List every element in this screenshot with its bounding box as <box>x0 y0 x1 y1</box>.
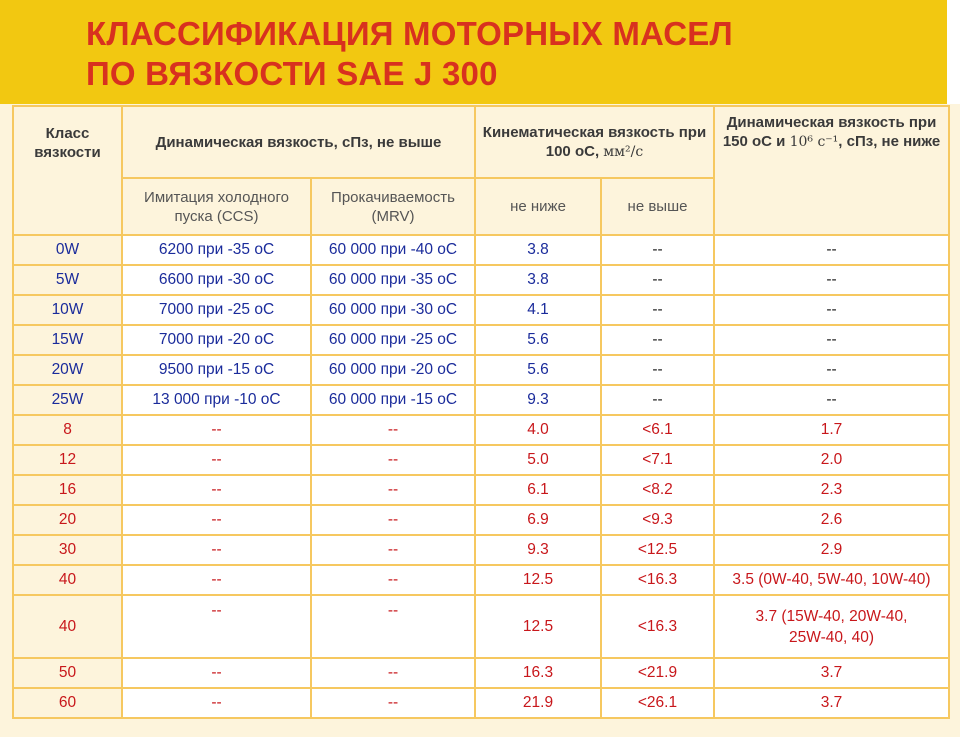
mrv-cell: 60 000 при -35 оС <box>311 265 475 295</box>
kin-min-cell: 3.8 <box>475 265 601 295</box>
ccs-cell: 6200 при -35 оС <box>122 235 311 265</box>
table-row <box>13 565 949 595</box>
kin-min-cell: 12.5 <box>475 565 601 595</box>
table-row <box>13 295 949 325</box>
table-row <box>13 595 949 658</box>
hths-cell: -- <box>714 325 949 355</box>
viscosity-table <box>12 105 950 719</box>
hths-cell: 2.0 <box>714 445 949 475</box>
hths-cell: 3.5 (0W-40, 5W-40, 10W-40) <box>714 565 949 595</box>
header-hths-wrap <box>721 113 943 152</box>
kin-min-cell: 5.6 <box>475 355 601 385</box>
hths-cell: -- <box>714 235 949 265</box>
ccs-cell: -- <box>122 505 311 535</box>
ccs-cell: -- <box>122 565 311 595</box>
page-title <box>86 14 733 94</box>
mrv-cell: -- <box>311 505 475 535</box>
header-dynamic: Динамическая вязкость, сПз, не выше <box>122 106 475 178</box>
mrv-cell: -- <box>311 565 475 595</box>
mrv-cell: -- <box>311 415 475 445</box>
table-row <box>13 475 949 505</box>
kin-min-cell: 16.3 <box>475 658 601 688</box>
kin-min-cell: 3.8 <box>475 235 601 265</box>
header-hths-label-b: , сПз, не ниже <box>838 133 941 150</box>
kin-max-cell: -- <box>601 265 714 295</box>
class-cell: 20 <box>13 505 122 535</box>
hths-cell: 1.7 <box>714 415 949 445</box>
table-row <box>13 505 949 535</box>
mrv-cell: -- <box>311 475 475 505</box>
kin-max-cell: <6.1 <box>601 415 714 445</box>
ccs-cell: -- <box>122 475 311 505</box>
title-line-1: КЛАССИФИКАЦИЯ МОТОРНЫХ МАСЕЛ <box>86 15 733 52</box>
mrv-cell: -- <box>311 595 475 658</box>
kin-max-cell: <26.1 <box>601 688 714 718</box>
kin-max-cell: <8.2 <box>601 475 714 505</box>
kin-max-cell: <16.3 <box>601 595 714 658</box>
ccs-cell: -- <box>122 535 311 565</box>
ccs-cell: 13 000 при -10 оС <box>122 385 311 415</box>
kin-min-cell: 4.0 <box>475 415 601 445</box>
class-cell: 0W <box>13 235 122 265</box>
subheader-mrv-label: Прокачиваемость (MRV) <box>331 188 455 225</box>
hths-cell: -- <box>714 265 949 295</box>
kin-min-cell: 6.1 <box>475 475 601 505</box>
hths-cell: -- <box>714 355 949 385</box>
kin-max-cell: -- <box>601 235 714 265</box>
table-row <box>13 535 949 565</box>
header-hths <box>714 106 949 235</box>
ccs-cell: 6600 при -30 оС <box>122 265 311 295</box>
ccs-cell: -- <box>122 415 311 445</box>
class-cell: 10W <box>13 295 122 325</box>
class-cell: 16 <box>13 475 122 505</box>
hths-cell-text: 3.7 (15W-40, 20W-40, 25W-40, 40) <box>755 607 908 646</box>
ccs-cell: -- <box>122 445 311 475</box>
class-cell: 30 <box>13 535 122 565</box>
hths-cell: 3.7 <box>714 658 949 688</box>
hths-cell <box>714 595 949 658</box>
table-row <box>13 355 949 385</box>
header-class-label: Класс вязкости <box>34 125 101 161</box>
class-cell: 25W <box>13 385 122 415</box>
kin-min-cell: 12.5 <box>475 595 601 658</box>
table-row <box>13 265 949 295</box>
header-row <box>13 106 949 178</box>
hths-cell: 2.6 <box>714 505 949 535</box>
class-cell: 60 <box>13 688 122 718</box>
hths-cell: 2.3 <box>714 475 949 505</box>
mrv-cell: 60 000 при -15 оС <box>311 385 475 415</box>
kin-min-cell: 21.9 <box>475 688 601 718</box>
kin-max-cell: -- <box>601 385 714 415</box>
hths-cell: -- <box>714 295 949 325</box>
mrv-cell: 60 000 при -30 оС <box>311 295 475 325</box>
table-row <box>13 325 949 355</box>
ccs-cell: -- <box>122 595 311 658</box>
mrv-cell: -- <box>311 535 475 565</box>
subheader-min: не ниже <box>475 178 601 235</box>
table-row <box>13 688 949 718</box>
kin-max-cell: <9.3 <box>601 505 714 535</box>
mrv-cell: 60 000 при -20 оС <box>311 355 475 385</box>
header-kinematic-wrap <box>480 123 710 162</box>
kin-min-cell: 6.9 <box>475 505 601 535</box>
mrv-cell: -- <box>311 688 475 718</box>
header-class <box>13 106 122 235</box>
ccs-cell: 9500 при -15 оС <box>122 355 311 385</box>
class-cell: 20W <box>13 355 122 385</box>
header-kinematic-label: Кинематическая вязкость при 100 оС, <box>482 123 707 160</box>
ccs-cell: -- <box>122 688 311 718</box>
ccs-cell: 7000 при -25 оС <box>122 295 311 325</box>
header-kinematic <box>475 106 714 178</box>
mrv-cell: -- <box>311 658 475 688</box>
kin-max-cell: <7.1 <box>601 445 714 475</box>
table-row <box>13 235 949 265</box>
ccs-cell: 7000 при -20 оС <box>122 325 311 355</box>
mrv-cell: -- <box>311 445 475 475</box>
header-hths-rate: 10⁶ с⁻¹ <box>789 134 839 150</box>
subheader-max: не выше <box>601 178 714 235</box>
class-cell: 15W <box>13 325 122 355</box>
kin-max-cell: <12.5 <box>601 535 714 565</box>
subheader-mrv <box>311 178 475 235</box>
kin-min-cell: 5.6 <box>475 325 601 355</box>
table-row <box>13 415 949 445</box>
class-cell: 50 <box>13 658 122 688</box>
kin-max-cell: -- <box>601 295 714 325</box>
subheader-ccs <box>122 178 311 235</box>
kin-max-cell: <21.9 <box>601 658 714 688</box>
kin-min-cell: 9.3 <box>475 385 601 415</box>
table-row <box>13 445 949 475</box>
mrv-cell: 60 000 при -25 оС <box>311 325 475 355</box>
ccs-cell: -- <box>122 658 311 688</box>
class-cell: 40 <box>13 595 122 658</box>
class-cell: 8 <box>13 415 122 445</box>
class-cell: 12 <box>13 445 122 475</box>
kin-min-cell: 5.0 <box>475 445 601 475</box>
kin-max-cell: -- <box>601 355 714 385</box>
hths-cell: 3.7 <box>714 688 949 718</box>
kin-max-cell: <16.3 <box>601 565 714 595</box>
hths-cell: 2.9 <box>714 535 949 565</box>
title-line-2: ПО ВЯЗКОСТИ SAE J 300 <box>86 55 498 92</box>
mrv-cell: 60 000 при -40 оС <box>311 235 475 265</box>
table-row <box>13 658 949 688</box>
kin-max-cell: -- <box>601 325 714 355</box>
kin-min-cell: 9.3 <box>475 535 601 565</box>
hths-cell: -- <box>714 385 949 415</box>
kin-min-cell: 4.1 <box>475 295 601 325</box>
subheader-ccs-label: Имитация холодного пуска (CCS) <box>144 188 289 225</box>
table-row <box>13 385 949 415</box>
class-cell: 40 <box>13 565 122 595</box>
class-cell: 5W <box>13 265 122 295</box>
header-kinematic-unit: мм²/с <box>603 143 644 160</box>
header-hths-label-a: Динамическая вязкость при 150 оС и <box>722 114 937 150</box>
